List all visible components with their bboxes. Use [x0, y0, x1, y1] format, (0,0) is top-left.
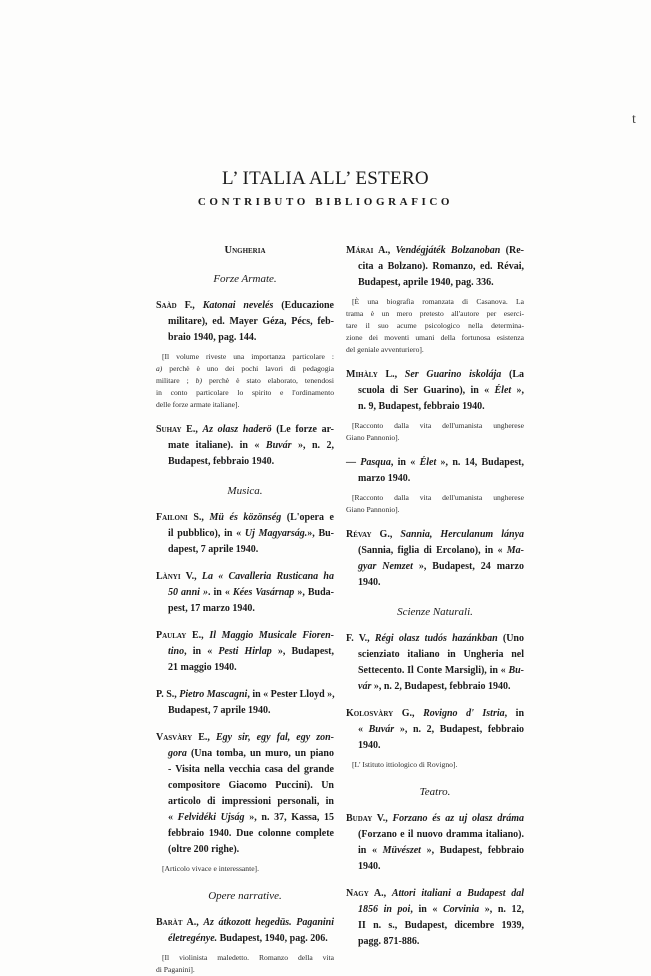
text-segment: [È una biografia romanzata di Casanova. La	[352, 297, 524, 306]
text-segment: «	[358, 724, 369, 735]
text-segment: , in	[504, 708, 525, 719]
text-segment: tare il suo acume psicologico nella determina-	[346, 321, 524, 330]
entry-line	[168, 330, 334, 346]
italic-title: Egy sir, egy fal, egy zon-	[215, 732, 335, 743]
text-segment: E.,	[186, 630, 210, 641]
entry-line	[168, 438, 334, 454]
italic-title: Uj Magyarság.	[244, 528, 308, 539]
text-segment: trama è un mero pretesto all'autore per eserci-	[346, 309, 524, 318]
note-line	[162, 863, 334, 875]
text-segment: —	[346, 457, 361, 468]
entry-line	[358, 722, 524, 754]
bibliography-entry	[346, 631, 524, 695]
bibliography-entry	[156, 628, 334, 676]
text-segment: », n. 12,	[479, 904, 525, 915]
author-name: Buday	[346, 813, 373, 824]
note-line	[352, 420, 524, 432]
text-segment: 1940.	[358, 577, 381, 588]
author-name: Failoni	[156, 512, 188, 523]
italic-title: Az olasz haderö	[202, 424, 272, 435]
text-segment: », n. 14, Budapest,	[436, 457, 524, 468]
text-segment: (La	[501, 369, 524, 380]
bibliography-entry	[156, 422, 334, 470]
entry-line	[358, 471, 524, 487]
entry-line	[168, 826, 334, 842]
text-segment: in «	[358, 845, 383, 856]
author-name: Suhay	[156, 424, 182, 435]
text-segment: [Racconto dalla vita dell'umanista ungherese	[352, 421, 524, 430]
italic-title: b)	[195, 376, 202, 385]
text-segment: , in « Pester Lloyd »,	[247, 689, 335, 700]
bibliography-entry	[156, 569, 334, 617]
bibliography-entry	[156, 915, 334, 947]
entry-line	[156, 422, 334, 438]
note-line	[156, 375, 334, 387]
entry-line	[358, 679, 524, 695]
text-segment: del geniale avventuriero].	[346, 345, 424, 354]
italic-title: Kées Vasárnap	[232, 587, 295, 598]
text-segment: militare ;	[156, 376, 196, 385]
text-segment: [L' Istituto ittiologico di Rovigno].	[352, 760, 458, 769]
italic-title: La « Cavalleria Rusticana ha	[201, 571, 334, 582]
italic-title: Sannia, Herculanum lánya	[400, 529, 525, 540]
entry-note	[346, 296, 524, 356]
text-segment: , in «	[184, 646, 219, 657]
text-segment: V.,	[180, 571, 202, 582]
text-segment: V.,	[372, 813, 393, 824]
entry-line	[168, 314, 334, 330]
entry-line	[168, 644, 334, 660]
text-segment: perchè è stato elaborato, tenendosi	[201, 376, 334, 385]
author-name: Vasvàry	[156, 732, 193, 743]
text-segment: (Educazione	[273, 300, 334, 311]
entry-line	[358, 543, 524, 559]
note-line	[346, 320, 524, 332]
italic-title: Müvészet	[382, 845, 421, 856]
section-heading: Scienze Naturali.	[397, 606, 473, 618]
note-line	[346, 504, 524, 516]
entry-line	[168, 703, 334, 719]
text-segment: S.,	[187, 512, 210, 523]
text-segment: », n. 2,	[291, 440, 335, 451]
bibliography-entry	[346, 886, 524, 950]
bibliography-entry	[346, 811, 524, 875]
text-segment: marzo 1940.	[358, 473, 411, 484]
entry-line	[168, 746, 334, 762]
text-segment: (oltre 200 righe).	[168, 844, 240, 855]
bibliography-entry	[346, 367, 524, 415]
entry-line	[346, 811, 524, 827]
entry-line	[346, 631, 524, 647]
text-segment: A.,	[373, 245, 396, 256]
entry-line	[168, 542, 334, 558]
entry-line	[346, 706, 524, 722]
italic-title: Forzano és az uj olasz dráma	[392, 813, 524, 824]
text-segment: articolo di impressioni personali, in	[168, 796, 334, 807]
note-line	[156, 387, 334, 399]
text-segment: E.,	[181, 424, 203, 435]
note-line	[352, 492, 524, 504]
entry-line	[346, 367, 524, 383]
text-segment: », n. 37, Kassa, 15	[244, 812, 335, 823]
page-subtitle: CONTRIBUTO BIBLIOGRAFICO	[197, 196, 454, 208]
entry-line	[358, 934, 524, 950]
italic-title: Élet	[494, 385, 512, 396]
entry-line	[358, 383, 524, 399]
italic-title: a)	[156, 364, 163, 373]
text-segment: A.,	[368, 888, 392, 899]
italic-title: Rovigno d' Istria	[423, 708, 505, 719]
entry-line	[358, 843, 524, 859]
text-segment: zione dei moventi umani della fortunosa esistenza	[346, 333, 524, 342]
entry-line	[156, 730, 334, 746]
entry-line	[168, 660, 334, 676]
italic-title: 50 anni »	[168, 587, 208, 598]
entry-line	[168, 762, 334, 778]
text-segment: di Paganini].	[156, 965, 195, 974]
text-segment: », n. 2, Budapest, febbraio 1940.	[358, 724, 524, 751]
page-title: L’ ITALIA ALL’ ESTERO	[222, 168, 429, 189]
margin-mark: t	[632, 112, 636, 127]
bibliography-entry	[346, 455, 524, 487]
entry-line	[346, 527, 524, 543]
text-segment: febbraio 1940. Due colonne complete	[168, 828, 334, 839]
italic-title: tino	[168, 646, 185, 657]
italic-title: gora	[168, 748, 187, 759]
text-segment: Settecento. Il Conte Marsigli), in «	[358, 665, 509, 676]
entry-line	[156, 628, 334, 644]
author-name: Paulay	[156, 630, 187, 641]
entry-line	[168, 810, 334, 826]
italic-title: Pasqua	[360, 457, 391, 468]
text-segment: compositore Giacomo Puccini). Un	[168, 780, 334, 791]
note-line	[346, 432, 524, 444]
entry-line	[358, 259, 524, 275]
entry-note	[346, 420, 524, 444]
entry-line	[358, 663, 524, 679]
text-segment: E.,	[192, 732, 216, 743]
entry-line	[168, 794, 334, 810]
bibliography-entry	[156, 730, 334, 858]
text-segment: mate italiane). in «	[168, 440, 266, 451]
text-segment: II n. s., Budapest, dicembre 1939,	[358, 920, 524, 931]
text-segment: G.,	[371, 529, 401, 540]
italic-title: életregénye.	[168, 933, 218, 944]
author-name: Saàd	[156, 300, 177, 311]
text-segment: 1940.	[358, 861, 381, 872]
text-segment: (Uno	[497, 633, 524, 644]
entry-note	[346, 759, 524, 771]
note-line	[346, 308, 524, 320]
bibliography-entry	[156, 298, 334, 346]
text-segment: », Bu-	[307, 528, 335, 539]
text-segment: », Budapest,	[271, 646, 334, 657]
entry-line	[346, 455, 524, 471]
entry-note	[156, 351, 334, 411]
entry-line	[358, 918, 524, 934]
text-segment: perchè è uno dei pochi lavori di pedagogia	[162, 364, 334, 373]
text-segment: », Budapest, febbraio	[420, 845, 525, 856]
note-line	[162, 952, 334, 964]
text-segment: 21 maggio 1940.	[168, 662, 237, 673]
text-segment: »,	[511, 385, 524, 396]
italic-title: Pesti Hirlap	[218, 646, 272, 657]
text-segment: », Budapest, 24 marzo	[412, 561, 524, 572]
right-column	[346, 243, 524, 950]
note-line	[156, 363, 334, 375]
italic-title: vár	[358, 681, 372, 692]
note-line	[352, 759, 524, 771]
entry-line	[358, 859, 524, 875]
italic-title: Pietro Mascagni	[179, 689, 248, 700]
text-segment: (L'opera e	[281, 512, 334, 523]
note-line	[352, 296, 524, 308]
italic-title: Buvár	[368, 724, 395, 735]
text-segment: (Una tomba, un muro, un piano	[186, 748, 334, 759]
text-segment: . in «	[207, 587, 233, 598]
text-segment: braio 1940, pag. 144.	[168, 332, 257, 343]
text-segment: Giano Pannonio].	[346, 505, 400, 514]
entry-line	[358, 399, 524, 415]
note-line	[162, 351, 334, 363]
text-segment: Budapest, 1940, pag. 206.	[217, 933, 328, 944]
bibliography-entry	[346, 527, 524, 591]
entry-line	[358, 647, 524, 663]
text-segment: [Il violinista maledetto. Romanzo della vita	[162, 953, 334, 962]
entry-line	[346, 243, 524, 259]
italic-title: Régi olasz tudós hazánkban	[374, 633, 498, 644]
italic-title: Felvidéki Ujság	[177, 812, 245, 823]
author-name: Baràt	[156, 917, 183, 928]
author-name: Nagy	[346, 888, 369, 899]
text-segment: A.,	[182, 917, 204, 928]
italic-title: Bu-	[508, 665, 524, 676]
text-segment: », n. 2, Budapest, febbraio 1940.	[371, 681, 511, 692]
entry-line	[156, 298, 334, 314]
italic-title: Élet	[419, 457, 437, 468]
text-segment: delle forze armate italiane].	[156, 400, 240, 409]
text-segment: pagg. 871-886.	[358, 936, 420, 947]
text-segment: scienziato italiano in Ungheria nel	[358, 649, 524, 660]
entry-line	[156, 569, 334, 585]
italic-title: Attori italiani a Budapest dal	[391, 888, 524, 899]
italic-title: Az átkozott hegedüs. Paganini	[203, 917, 335, 928]
text-segment: (Sannia, figlia di Ercolano), in «	[358, 545, 507, 556]
text-segment: militare), ed. Mayer Géza, Pécs, feb-	[168, 316, 334, 327]
note-line	[346, 332, 524, 344]
italic-title: gyar Nemzet	[358, 561, 413, 572]
italic-title: Buvár	[265, 440, 292, 451]
text-segment: in conto particolare lo spirito e l'ordinamento	[156, 388, 334, 397]
text-segment: n. 9, Budapest, febbraio 1940.	[358, 401, 485, 412]
author-name: Márai	[346, 245, 374, 256]
entry-line	[168, 778, 334, 794]
italic-title: Ma-	[506, 545, 524, 556]
text-segment: P. S.,	[156, 689, 180, 700]
entry-line	[168, 454, 334, 470]
text-segment: , in «	[410, 904, 443, 915]
bibliography-entry	[156, 687, 334, 719]
country-heading: Ungheria	[224, 245, 266, 256]
entry-line	[168, 931, 334, 947]
text-segment: [Articolo vivace e interessante].	[162, 864, 259, 873]
entry-line	[168, 526, 334, 542]
entry-line	[168, 842, 334, 858]
entry-line	[358, 575, 524, 591]
note-line	[156, 964, 334, 976]
text-segment: , in «	[390, 457, 420, 468]
text-segment: Budapest, 7 aprile 1940.	[168, 705, 271, 716]
text-segment: Budapest, aprile 1940, pag. 336.	[358, 277, 494, 288]
bibliography-entry	[346, 243, 524, 291]
note-line	[156, 399, 334, 411]
section-heading: Forze Armate.	[213, 273, 277, 285]
bibliography-entry	[346, 706, 524, 754]
text-segment: G.,	[393, 708, 424, 719]
entry-line	[156, 687, 334, 703]
section-heading: Teatro.	[419, 786, 451, 798]
text-segment: - Visita nella vecchia casa del grande	[168, 764, 334, 775]
note-line	[346, 344, 524, 356]
left-column	[156, 243, 334, 976]
author-name: Kolosvàry	[346, 708, 394, 719]
text-segment: (Forzano e il nuovo dramma italiano).	[358, 829, 524, 840]
text-segment: F.,	[176, 300, 203, 311]
text-segment: [Racconto dalla vita dell'umanista ungherese	[352, 493, 524, 502]
text-segment: », Buda-	[294, 587, 335, 598]
entry-note	[156, 863, 334, 875]
italic-title: Katonai nevelés	[202, 300, 274, 311]
text-segment: (Re-	[500, 245, 524, 256]
italic-title: Ser Guarino iskolája	[404, 369, 502, 380]
entry-line	[358, 902, 524, 918]
text-segment: (Le forze ar-	[271, 424, 335, 435]
entry-line	[358, 559, 524, 575]
italic-title: Vendégjáték Bolzanoban	[395, 245, 501, 256]
italic-title: Il Maggio Musicale Fioren-	[209, 630, 335, 641]
entry-line	[358, 827, 524, 843]
entry-line	[156, 915, 334, 931]
text-segment: dapest, 7 aprile 1940.	[168, 544, 259, 555]
entry-line	[168, 601, 334, 617]
italic-title: 1856 in poi	[358, 904, 411, 915]
text-segment: cita a Bolzano). Romanzo, ed. Révai,	[358, 261, 524, 272]
author-name: Révay	[346, 529, 372, 540]
text-segment: Giano Pannonio].	[346, 433, 400, 442]
text-segment: pest, 17 marzo 1940.	[168, 603, 255, 614]
entry-line	[156, 510, 334, 526]
author-name: Lànyi	[156, 571, 181, 582]
italic-title: Mü és közönség	[209, 512, 282, 523]
section-heading: Opere narrative.	[208, 890, 282, 902]
entry-line	[358, 275, 524, 291]
entry-note	[346, 492, 524, 516]
text-segment: scuola di Ser Guarino), in «	[358, 385, 495, 396]
text-segment: F. V.,	[346, 633, 375, 644]
section-heading: Musica.	[227, 485, 263, 497]
text-segment: Budapest, febbraio 1940.	[168, 456, 275, 467]
author-name: Mihàly	[346, 369, 378, 380]
text-segment: il pubblico), in «	[168, 528, 245, 539]
entry-note	[156, 952, 334, 976]
text-segment: L.,	[377, 369, 405, 380]
bibliography-entry	[156, 510, 334, 558]
entry-line	[168, 585, 334, 601]
text-segment: [Il volume riveste una importanza particolare :	[162, 352, 334, 361]
text-segment: «	[168, 812, 178, 823]
italic-title: Corvinia	[443, 904, 480, 915]
